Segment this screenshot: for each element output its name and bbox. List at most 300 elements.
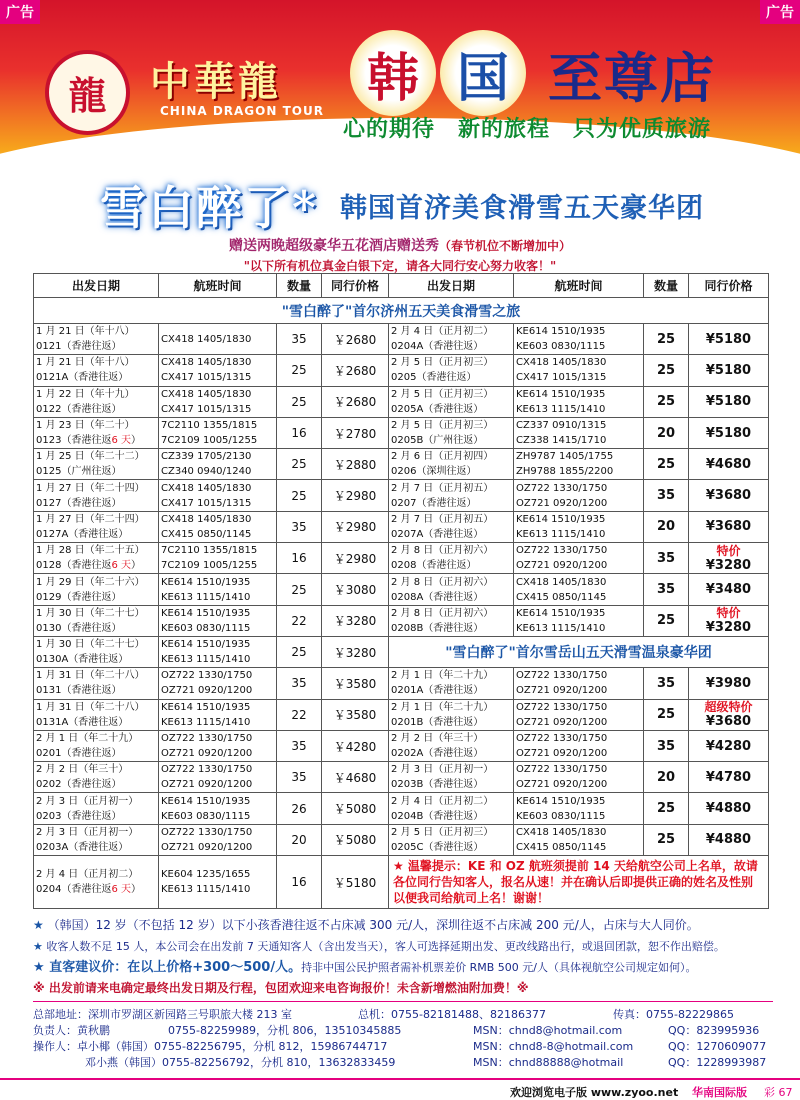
left-flight xyxy=(159,574,277,605)
right-date-line2: 0202A（香港往返） xyxy=(391,748,484,759)
contact-row-3 xyxy=(33,1054,773,1070)
left-flight-out: 7C2110 1355/1815 xyxy=(161,545,258,557)
right-price xyxy=(689,699,769,730)
contact-3-name: 邓小燕（韩国）0755-82256792，分机 810，13632833459 xyxy=(85,1056,396,1069)
right-date-line1: 2 月 5 日（正月初三） xyxy=(391,826,494,838)
th-date-left: 出发日期 xyxy=(34,274,159,298)
special-offer-badge: 特价 xyxy=(716,606,741,621)
left-qty: 35 xyxy=(277,668,322,699)
left-flight-out: KE614 1510/1935 xyxy=(161,701,251,713)
right-price-value: ¥3980 xyxy=(705,675,752,691)
table-row xyxy=(34,793,769,824)
left-date-line2 xyxy=(36,433,156,448)
right-date xyxy=(389,511,514,542)
left-date-line1: 1 月 27 日（年二十四） xyxy=(36,513,145,525)
left-qty: 22 xyxy=(277,605,322,636)
left-date-code: 0122（香港往返） xyxy=(36,403,122,415)
contact-3-qq: QQ：1228993987 xyxy=(668,1056,767,1069)
korea-char-2: 国 xyxy=(440,30,526,116)
left-date-close: ） xyxy=(131,884,141,896)
left-date-line1: 2 月 3 日（正月初一） xyxy=(36,795,139,807)
right-date xyxy=(389,355,514,386)
left-price: ￥2680 xyxy=(322,355,389,386)
right-price xyxy=(689,762,769,793)
right-flight-out: CZ337 0910/1315 xyxy=(516,420,607,432)
left-date-line1: 1 月 31 日（年二十八） xyxy=(36,670,145,682)
hq-tel: 总机：0755-82181488、82186377 xyxy=(358,1008,546,1021)
right-flight-back: KE613 1115/1410 xyxy=(516,528,606,540)
right-qty: 20 xyxy=(644,511,689,542)
left-flight-back: CX415 0850/1145 xyxy=(161,528,252,540)
right-price xyxy=(689,449,769,480)
right-flight xyxy=(514,386,644,417)
left-qty: 25 xyxy=(277,355,322,386)
banner xyxy=(0,0,800,200)
left-date-line2 xyxy=(36,652,156,667)
right-date xyxy=(389,824,514,855)
left-flight xyxy=(159,417,277,448)
right-flight-back: KE613 1115/1410 xyxy=(516,622,606,634)
right-date-line2: 0201A（香港往返） xyxy=(391,685,484,697)
left-flight xyxy=(159,605,277,636)
right-date xyxy=(389,417,514,448)
korea-char-1: 韩 xyxy=(350,30,436,116)
left-flight xyxy=(159,762,277,793)
right-flight-back: KE603 0830/1115 xyxy=(516,810,606,822)
left-date-line2 xyxy=(36,527,156,542)
right-qty: 25 xyxy=(644,793,689,824)
hq-address: 总部地址：深圳市罗湖区新园路三号职旅大楼 213 室 xyxy=(33,1008,292,1021)
left-date xyxy=(34,668,159,699)
left-flight xyxy=(159,824,277,855)
right-price-value: ¥5180 xyxy=(705,362,752,378)
right-price-value: ¥4880 xyxy=(705,832,752,848)
left-flight-out: KE604 1235/1655 xyxy=(161,869,251,881)
left-price: ￥2680 xyxy=(322,324,389,355)
left-flight-out: CX418 1405/1830 xyxy=(161,357,252,369)
left-date xyxy=(34,355,159,386)
right-flight xyxy=(514,730,644,761)
left-date-line2 xyxy=(36,496,156,511)
footnote-4: ※ 出发前请来电确定最终出发日期及行程，包团欢迎来电咨询报价！未含新增燃油附加费！※ xyxy=(33,981,529,995)
right-flight-out: KE614 1510/1935 xyxy=(516,795,606,807)
left-date xyxy=(34,699,159,730)
contact-2-msn: MSN：chnd8-8@hotmail.com xyxy=(473,1040,634,1053)
right-price xyxy=(689,668,769,699)
right-flight xyxy=(514,762,644,793)
left-flight xyxy=(159,324,277,355)
right-price xyxy=(689,543,769,574)
left-date-line1: 2 月 3 日（正月初一） xyxy=(36,826,139,838)
footer-site: 欢迎浏览电子版 www.zyoo.net xyxy=(510,1086,679,1099)
table-row xyxy=(34,355,769,386)
right-flight-out: KE614 1510/1935 xyxy=(516,388,606,400)
left-flight xyxy=(159,636,277,667)
right-date-line1: 2 月 6 日（正月初四） xyxy=(391,451,494,463)
right-date xyxy=(389,730,514,761)
left-date-line1: 1 月 31 日（年二十八） xyxy=(36,701,145,713)
right-date xyxy=(389,449,514,480)
left-price: ￥3580 xyxy=(322,699,389,730)
left-qty: 25 xyxy=(277,480,322,511)
left-flight-out: OZ722 1330/1750 xyxy=(161,670,253,682)
right-date-line2: 0207（香港往返） xyxy=(391,497,477,509)
right-flight-out: KE614 1510/1935 xyxy=(516,607,606,619)
left-date-code: 0131A（香港往返） xyxy=(36,716,129,728)
left-date-line1: 1 月 21 日（年十八） xyxy=(36,326,135,338)
left-date-code: 0202（香港往返） xyxy=(36,779,122,791)
left-price: ￥3080 xyxy=(322,574,389,605)
left-date-close: ） xyxy=(131,560,141,572)
right-price-value: ¥5180 xyxy=(705,425,752,441)
table-row xyxy=(34,574,769,605)
th-flight-right: 航班时间 xyxy=(514,274,644,298)
right-date-line2: 0207A（香港往返） xyxy=(391,528,484,540)
left-flight xyxy=(159,355,277,386)
right-date-line1: 2 月 4 日（正月初二） xyxy=(391,795,494,807)
contact-1-tel: 0755-82259989，分机 806，13510345885 xyxy=(168,1024,402,1037)
right-qty: 35 xyxy=(644,730,689,761)
right-date-line2: 0208A（香港往返） xyxy=(391,591,484,603)
left-flight-back: OZ721 0920/1200 xyxy=(161,685,253,697)
left-date-line1: 2 月 1 日（年二十九） xyxy=(36,733,139,744)
right-date-line2: 0201B（香港往返） xyxy=(391,716,484,728)
right-flight-back: OZ721 0920/1200 xyxy=(516,497,608,509)
left-date xyxy=(34,324,159,355)
left-date xyxy=(34,856,159,909)
left-flight-out: KE614 1510/1935 xyxy=(161,795,251,807)
right-flight-out: OZ722 1330/1750 xyxy=(516,701,608,713)
footer-brand: 华南国际版 xyxy=(692,1086,747,1099)
left-flight xyxy=(159,511,277,542)
right-date-line1: 2 月 5 日（正月初三） xyxy=(391,357,494,369)
left-price: ￥2680 xyxy=(322,386,389,417)
logo-char: 龍 xyxy=(68,73,107,118)
special-offer-badge: 超级特价 xyxy=(704,700,753,715)
footnote-2 xyxy=(33,938,773,955)
right-date xyxy=(389,699,514,730)
left-flight xyxy=(159,793,277,824)
contact-2-name: 操作人：卓小椰（韩国）0755-82256795，分机 812，15986744717 xyxy=(33,1040,388,1053)
right-date xyxy=(389,762,514,793)
right-price-value: ¥4880 xyxy=(705,801,752,817)
right-flight-out: OZ722 1330/1750 xyxy=(516,733,608,744)
left-date-code: 0204（香港往返 xyxy=(36,884,112,896)
left-flight-out: 7C2110 1355/1815 xyxy=(161,420,258,432)
left-date-code: 0203（香港往返） xyxy=(36,810,122,822)
left-qty: 25 xyxy=(277,636,322,667)
right-flight-back: CX415 0850/1145 xyxy=(516,591,607,603)
left-flight-out: CZ339 1705/2130 xyxy=(161,451,252,463)
right-flight-out: CX418 1405/1830 xyxy=(516,576,607,588)
left-price: ￥3280 xyxy=(322,636,389,667)
right-qty: 25 xyxy=(644,449,689,480)
left-qty: 25 xyxy=(277,574,322,605)
right-price xyxy=(689,793,769,824)
right-flight xyxy=(514,668,644,699)
right-date-line1: 2 月 8 日（正月初六） xyxy=(391,576,494,588)
left-flight-back: OZ721 0920/1200 xyxy=(161,748,253,759)
right-date xyxy=(389,793,514,824)
right-date xyxy=(389,605,514,636)
right-date-line1: 2 月 1 日（年二十九） xyxy=(391,670,494,682)
right-flight xyxy=(514,324,644,355)
right-qty: 25 xyxy=(644,824,689,855)
left-flight-out: KE614 1510/1935 xyxy=(161,576,251,588)
left-price: ￥5080 xyxy=(322,793,389,824)
right-qty: 20 xyxy=(644,762,689,793)
left-flight xyxy=(159,386,277,417)
right-flight-back: OZ721 0920/1200 xyxy=(516,748,608,759)
table-row xyxy=(34,543,769,574)
left-date-code: 0127A（香港往返） xyxy=(36,528,129,540)
th-date-right: 出发日期 xyxy=(389,274,514,298)
left-date-close: ） xyxy=(131,435,141,447)
right-price xyxy=(689,386,769,417)
right-price xyxy=(689,824,769,855)
left-flight xyxy=(159,856,277,909)
left-date-line2 xyxy=(36,621,156,636)
right-price-value: ¥3280 xyxy=(705,620,752,636)
right-qty: 35 xyxy=(644,574,689,605)
left-date-code: 0130（香港往返） xyxy=(36,622,122,634)
right-date-line1: 2 月 7 日（正月初五） xyxy=(391,482,494,494)
left-price: ￥3580 xyxy=(322,668,389,699)
contact-block xyxy=(33,1001,773,1070)
right-date xyxy=(389,574,514,605)
left-date-days: 6 天 xyxy=(111,884,131,896)
right-date-line1: 2 月 1 日（年二十九） xyxy=(391,701,494,713)
th-qty-right: 数量 xyxy=(644,274,689,298)
right-price xyxy=(689,730,769,761)
left-qty: 35 xyxy=(277,324,322,355)
right-date xyxy=(389,324,514,355)
table-row xyxy=(34,668,769,699)
right-qty: 35 xyxy=(644,543,689,574)
right-date xyxy=(389,386,514,417)
schedule-body xyxy=(34,298,769,909)
right-flight-back: CZ338 1415/1710 xyxy=(516,435,607,447)
table-header-row xyxy=(34,274,769,298)
right-flight xyxy=(514,605,644,636)
left-flight-back: KE613 1115/1410 xyxy=(161,654,251,666)
right-date-line1: 2 月 8 日（正月初六） xyxy=(391,545,494,557)
footnote-2-text: 收客人数不足 15 人，本公司会在出发前 7 天通知客人（含出发当天），客人可选择延期出发、更改线路出行，或退回团款，恕不作出赔偿。 xyxy=(46,940,725,953)
right-flight xyxy=(514,793,644,824)
left-price: ￥2980 xyxy=(322,543,389,574)
left-qty: 16 xyxy=(277,543,322,574)
left-date xyxy=(34,543,159,574)
left-date-code: 0129（香港往返） xyxy=(36,591,122,603)
right-date-line2: 0208B（香港往返） xyxy=(391,622,484,634)
brand-name-en: CHINA DRAGON TOUR xyxy=(160,104,324,118)
left-date-days: 6 天 xyxy=(111,435,131,447)
left-date xyxy=(34,605,159,636)
table-row xyxy=(34,480,769,511)
right-date-line2: 0206（深圳往返） xyxy=(391,466,477,478)
footer-page: 彩 67 xyxy=(764,1086,793,1099)
schedule-table xyxy=(33,273,769,909)
right-flight-out: OZ722 1330/1750 xyxy=(516,764,608,776)
left-date-line1: 1 月 27 日（年二十四） xyxy=(36,482,145,494)
left-date-line1: 1 月 22 日（年十九） xyxy=(36,388,135,400)
left-flight-back: CX417 1015/1315 xyxy=(161,497,252,509)
right-flight-out: KE614 1510/1935 xyxy=(516,513,606,525)
right-date-line2: 0205B（广州往返） xyxy=(391,435,484,447)
deposit-note: "以下所有机位真金白银下定，请各大同行安心努力收客！" xyxy=(243,259,557,273)
right-price-value: ¥4780 xyxy=(705,769,752,785)
gift-sub: （春节机位不断增加中） xyxy=(438,239,571,253)
right-date-line2: 0208（香港往返） xyxy=(391,560,477,572)
table-row xyxy=(34,730,769,761)
section-header-row xyxy=(34,298,769,324)
right-date-line2: 0203B（香港往返） xyxy=(391,779,484,791)
left-date-code: 0201（香港往返） xyxy=(36,748,122,759)
left-date-line1: 2 月 2 日（年三十） xyxy=(36,764,129,776)
left-date xyxy=(34,386,159,417)
footnote-1-text: （韩国）12 岁（不包括 12 岁）以下小孩香港往返不占床减 300 元/人，深圳往返不占床减 200 元/人，占床与大人同价。 xyxy=(47,918,699,932)
right-date-line2: 0205C（香港往返） xyxy=(391,841,484,853)
left-qty: 35 xyxy=(277,511,322,542)
right-qty: 35 xyxy=(644,480,689,511)
right-price xyxy=(689,574,769,605)
dragon-logo xyxy=(45,50,130,135)
right-date-line1: 2 月 3 日（正月初一） xyxy=(391,764,494,776)
left-date-code: 0127（香港往返） xyxy=(36,497,122,509)
right-price-value: ¥3480 xyxy=(705,582,752,598)
left-date-line1: 1 月 21 日（年十八） xyxy=(36,357,135,369)
right-flight-out: OZ722 1330/1750 xyxy=(516,670,608,682)
footnote-3-small: 持非中国公民护照者需补机票差价 RMB 500 元/人（具体视航空公司规定如何）。 xyxy=(301,961,697,974)
star-icon: ★ xyxy=(33,918,44,932)
left-date-line1: 1 月 28 日（年二十五） xyxy=(36,545,145,557)
left-date-line2 xyxy=(36,882,156,897)
right-price xyxy=(689,480,769,511)
left-qty: 25 xyxy=(277,449,322,480)
th-price-left: 同行价格 xyxy=(322,274,389,298)
right-flight-out: OZ722 1330/1750 xyxy=(516,482,608,494)
left-price: ￥5080 xyxy=(322,824,389,855)
right-flight-back: CX415 0850/1145 xyxy=(516,841,607,853)
right-flight xyxy=(514,417,644,448)
left-date-code: 0203A（香港往返） xyxy=(36,841,129,853)
right-flight xyxy=(514,824,644,855)
table-row xyxy=(34,511,769,542)
left-date-line1: 1 月 23 日（年二十） xyxy=(36,420,135,432)
right-flight xyxy=(514,574,644,605)
right-flight-back: OZ721 0920/1200 xyxy=(516,560,608,572)
left-flight xyxy=(159,668,277,699)
left-flight-out: CX418 1405/1830 xyxy=(161,333,252,345)
right-price-value: ¥3680 xyxy=(705,519,752,535)
left-flight-back: CZ340 0940/1240 xyxy=(161,466,252,478)
left-qty: 16 xyxy=(277,856,322,909)
left-date-code: 0128（香港往返 xyxy=(36,560,112,572)
left-date-line2 xyxy=(36,746,156,761)
left-flight-back: CX417 1015/1315 xyxy=(161,372,252,384)
left-flight-back: KE613 1115/1410 xyxy=(161,716,251,728)
section1-title: "雪白醉了"首尔济州五天美食滑雪之旅 xyxy=(34,298,769,324)
right-flight xyxy=(514,543,644,574)
left-date xyxy=(34,824,159,855)
left-flight xyxy=(159,699,277,730)
right-flight-back: ZH9788 1855/2200 xyxy=(516,466,614,478)
left-flight-out: CX418 1405/1830 xyxy=(161,482,252,494)
right-date-line1: 2 月 7 日（正月初五） xyxy=(391,513,494,525)
right-flight-out: CX418 1405/1830 xyxy=(516,826,607,838)
right-price-value: ¥3680 xyxy=(705,714,752,730)
right-price-value: ¥3680 xyxy=(705,488,752,504)
contact-1-qq: QQ：823995936 xyxy=(668,1024,760,1037)
right-date xyxy=(389,480,514,511)
left-qty: 16 xyxy=(277,417,322,448)
left-date-line2 xyxy=(36,558,156,573)
right-price xyxy=(689,511,769,542)
section2-title: "雪白醉了"首尔雪岳山五天滑雪温泉豪华团 xyxy=(389,636,769,667)
left-flight-back: OZ721 0920/1200 xyxy=(161,841,253,853)
right-qty: 25 xyxy=(644,386,689,417)
table-row xyxy=(34,636,769,667)
left-date-line2 xyxy=(36,464,156,479)
special-offer-badge: 特价 xyxy=(716,543,741,558)
left-date-line2 xyxy=(36,590,156,605)
left-qty: 22 xyxy=(277,699,322,730)
left-date-line2 xyxy=(36,683,156,698)
left-price: ￥4280 xyxy=(322,730,389,761)
left-date xyxy=(34,793,159,824)
table-row xyxy=(34,324,769,355)
right-price-value: ¥5180 xyxy=(705,331,752,347)
left-date-code: 0121（香港往返） xyxy=(36,341,122,353)
slogan: 心的期待 新的旅程 只为优质旅游 xyxy=(343,117,712,142)
right-date xyxy=(389,543,514,574)
table-row xyxy=(34,449,769,480)
left-date-code: 0121A（香港往返） xyxy=(36,372,129,384)
right-flight xyxy=(514,480,644,511)
left-date-code: 0131（香港往返） xyxy=(36,685,122,697)
contact-row-1 xyxy=(33,1022,773,1038)
right-flight-back: OZ721 0920/1200 xyxy=(516,779,608,791)
left-qty: 26 xyxy=(277,793,322,824)
th-price-right: 同行价格 xyxy=(689,274,769,298)
left-flight-back: CX417 1015/1315 xyxy=(161,403,252,415)
right-flight-back: KE613 1115/1410 xyxy=(516,403,606,415)
left-date xyxy=(34,730,159,761)
right-flight xyxy=(514,511,644,542)
table-row xyxy=(34,762,769,793)
footnote-1 xyxy=(33,917,773,934)
left-flight-back: KE613 1115/1410 xyxy=(161,591,251,603)
contact-row-2 xyxy=(33,1038,773,1054)
left-date-line2 xyxy=(36,339,156,354)
star-icon: ★ xyxy=(33,940,43,953)
right-price-value: ¥4680 xyxy=(705,456,752,472)
contact-2-qq: QQ：1270609077 xyxy=(668,1040,767,1053)
contact-1-msn: MSN：chnd8@hotmail.com xyxy=(473,1024,623,1037)
ad-tag-right: 广告 xyxy=(760,0,800,24)
right-flight-back: KE603 0830/1115 xyxy=(516,341,606,353)
left-flight xyxy=(159,480,277,511)
left-date xyxy=(34,762,159,793)
right-flight-back: OZ721 0920/1200 xyxy=(516,685,608,697)
left-date xyxy=(34,574,159,605)
tour-title: 韩国首济美食滑雪五天豪华团 xyxy=(340,193,704,224)
left-date-line1: 1 月 30 日（年二十七） xyxy=(36,607,145,619)
left-flight-out: KE614 1510/1935 xyxy=(161,639,251,651)
left-flight-out: OZ722 1330/1750 xyxy=(161,733,253,744)
left-flight-back: KE603 0830/1115 xyxy=(161,622,251,634)
left-date-line1: 1 月 29 日（年二十六） xyxy=(36,576,145,588)
